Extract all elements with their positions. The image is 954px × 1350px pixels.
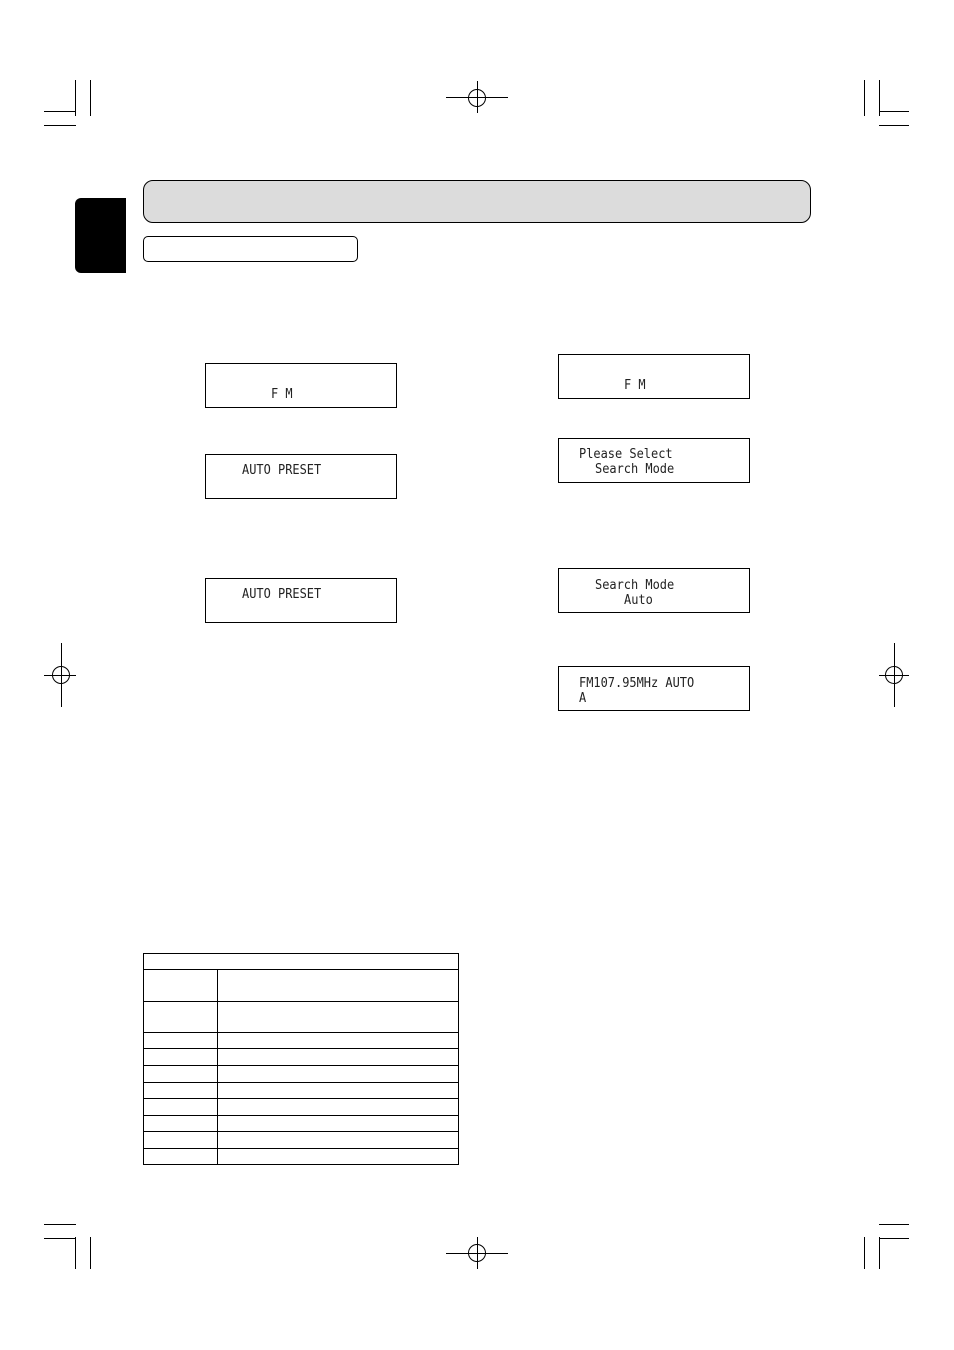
table-row [144,1116,459,1132]
table-cell [144,1083,218,1099]
table-cell [144,1049,218,1066]
table-cell [218,1083,459,1099]
lcd-line-2: Search Mode [595,462,675,477]
table-cell [144,1132,218,1149]
table-cell [144,970,218,1002]
table-row [144,1033,459,1049]
lcd-display [205,363,397,408]
lcd-line-1: AUTO PRESET [242,587,322,602]
lcd-line-1: Please Select [579,447,673,462]
table-cell [218,1049,459,1066]
table-row [144,1099,459,1116]
frequency-table [143,953,459,1165]
lcd-line-2: F M [271,387,293,402]
table-cell [144,1033,218,1049]
table-row [144,970,459,1002]
lcd-line-1: FM107.95MHz AUTO [579,676,695,691]
lcd-display [558,438,750,483]
lcd-line-1: AUTO PRESET [242,463,322,478]
table-cell [218,1002,459,1033]
table-header-cell [144,954,459,970]
table-row [144,1083,459,1099]
lcd-display [558,666,750,711]
table-cell [218,1066,459,1083]
table-row [144,1049,459,1066]
table-row [144,1132,459,1149]
table-row [144,1066,459,1083]
table-cell [218,1149,459,1165]
table-cell [218,970,459,1002]
table-row [144,1149,459,1165]
lcd-line-1: Search Mode [595,578,675,593]
table-cell [218,1116,459,1132]
lcd-display [205,578,397,623]
lcd-line-2: A [579,691,587,706]
table-cell [144,1099,218,1116]
lcd-line-2: Auto [624,593,653,608]
table-cell [144,1116,218,1132]
table-cell [218,1033,459,1049]
section-title-bar [143,180,811,223]
lcd-line-2: F M [624,378,646,393]
table-cell [144,1149,218,1165]
table-cell [218,1132,459,1149]
table-header-row [144,954,459,970]
lcd-display [558,354,750,399]
lcd-display [205,454,397,499]
table-row [144,1002,459,1033]
table-cell [144,1066,218,1083]
table-cell [144,1002,218,1033]
subsection-heading-box [143,236,358,262]
lcd-display [558,568,750,613]
table-cell [218,1099,459,1116]
side-tab [75,198,126,273]
